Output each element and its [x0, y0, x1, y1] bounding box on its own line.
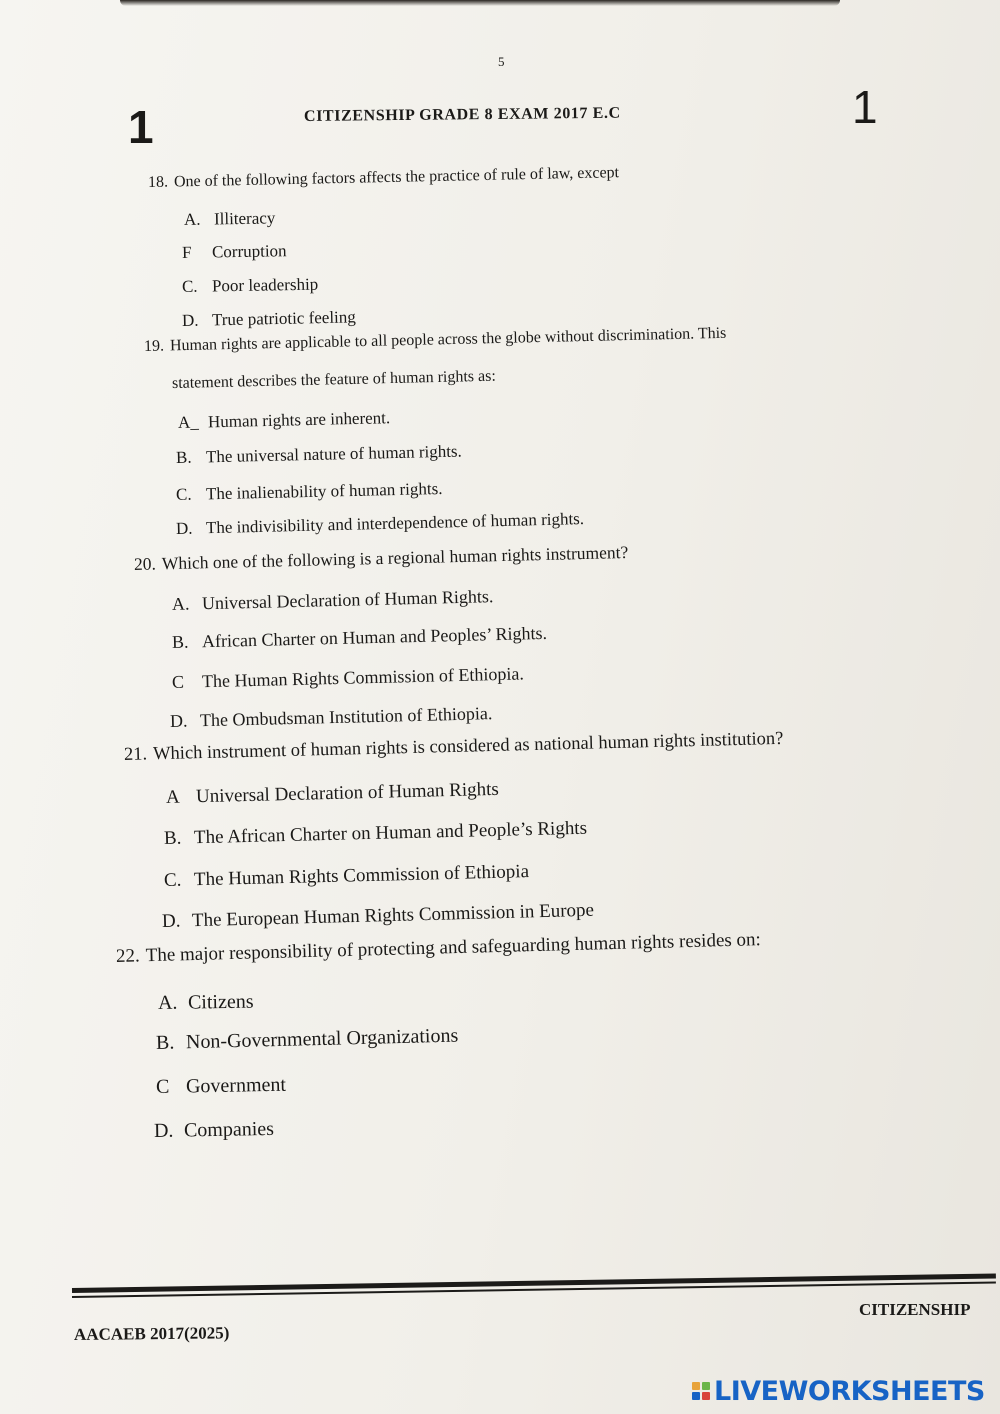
option-22-c[interactable]	[156, 1074, 286, 1099]
option-text: True patriotic feeling	[211, 307, 356, 330]
option-18-d[interactable]	[182, 307, 356, 331]
option-letter: A.	[183, 209, 201, 229]
option-20-a[interactable]	[172, 586, 494, 615]
option-22-d[interactable]	[154, 1118, 274, 1143]
option-19-c[interactable]	[176, 479, 443, 505]
option-text: African Charter on Human and Peoples’ Rights.	[201, 622, 548, 652]
option-text: The African Charter on Human and People’s Rights	[193, 817, 588, 849]
question-number: 21.	[123, 744, 148, 765]
option-19-a[interactable]	[178, 408, 391, 433]
corner-mark-right: 1	[852, 81, 878, 133]
option-22-b[interactable]	[156, 1025, 459, 1055]
option-19-d[interactable]	[176, 509, 585, 539]
question-number: 18.	[147, 173, 169, 191]
option-letter: A.	[171, 593, 190, 614]
option-text: The inalienability of human rights.	[205, 478, 443, 504]
page-number: 5	[498, 54, 505, 69]
option-letter: A	[165, 786, 180, 808]
question-text: Which one of the following is a regional human rights instrument?	[161, 541, 629, 574]
option-text: The indivisibility and interdependence of human rights.	[205, 509, 585, 538]
option-letter: D.	[175, 518, 193, 538]
option-21-a[interactable]	[166, 779, 499, 809]
question-text: One of the following factors affects the practice of rule of law, except	[173, 164, 620, 191]
option-text: Citizens	[187, 990, 254, 1014]
watermark-text: LIVEWORKSHEETS	[714, 1375, 985, 1407]
option-21-d[interactable]	[162, 900, 595, 933]
liveworksheets-logo-icon	[692, 1382, 710, 1400]
option-letter: F	[181, 242, 192, 262]
option-22-a[interactable]	[158, 991, 254, 1015]
option-text: Companies	[183, 1117, 275, 1142]
option-20-d[interactable]	[170, 703, 493, 732]
option-19-b[interactable]	[176, 442, 462, 468]
option-letter: C.	[163, 869, 182, 891]
option-letter: B.	[155, 1031, 175, 1054]
question-22	[116, 929, 761, 968]
question-number: 20.	[133, 553, 157, 574]
option-text: The Ombudsman Institution of Ethiopia.	[199, 703, 493, 731]
option-21-b[interactable]	[164, 818, 588, 850]
footer-exam-board: AACAEB 2017(2025)	[73, 1323, 230, 1344]
option-text: The Human Rights Commission of Ethiopia.	[201, 663, 525, 692]
option-letter: C.	[175, 484, 192, 504]
option-letter: C	[155, 1075, 170, 1098]
question-text: Which instrument of human rights is considered as national human rights institution?	[152, 728, 784, 765]
option-letter: B.	[171, 631, 189, 652]
footer-subject: CITIZENSHIP	[859, 1300, 971, 1319]
option-text: The Human Rights Commission of Ethiopia	[193, 861, 530, 891]
option-letter: A_	[177, 412, 199, 432]
option-21-c[interactable]	[164, 861, 530, 892]
question-number: 22.	[115, 945, 141, 967]
option-18-a[interactable]	[184, 208, 276, 230]
page-top-shadow	[120, 0, 840, 6]
option-18-b[interactable]	[182, 241, 287, 263]
option-text: Corruption	[211, 241, 287, 262]
option-text: The universal nature of human rights.	[205, 441, 463, 467]
option-letter: D.	[181, 310, 199, 330]
question-18	[148, 164, 619, 192]
option-text: Universal Declaration of Human Rights	[195, 778, 500, 808]
option-text: Human rights are inherent.	[207, 408, 391, 432]
question-text-continued: statement describes the feature of human rights as:	[171, 367, 496, 392]
option-letter: D.	[153, 1119, 174, 1142]
option-20-b[interactable]	[172, 623, 547, 653]
option-letter: C.	[181, 276, 198, 296]
question-20	[134, 542, 629, 575]
exam-title: CITIZENSHIP GRADE 8 EXAM 2017 E.C	[303, 104, 621, 125]
option-text: Government	[185, 1073, 287, 1098]
option-20-c[interactable]	[172, 663, 524, 693]
liveworksheets-watermark	[692, 1376, 985, 1406]
option-letter: A.	[157, 991, 178, 1014]
option-letter: D.	[161, 910, 181, 932]
option-letter: D.	[169, 710, 188, 731]
option-text: The European Human Rights Commission in Europe	[191, 899, 595, 932]
question-19-line-2	[172, 368, 496, 393]
question-number: 19.	[143, 337, 165, 355]
question-text: Human rights are applicable to all people across the globe without discrimination. This	[169, 324, 727, 355]
option-text: Poor leadership	[211, 274, 319, 296]
option-text: Universal Declaration of Human Rights.	[201, 586, 494, 614]
option-18-c[interactable]	[182, 275, 319, 297]
option-text: Non-Governmental Organizations	[185, 1024, 459, 1054]
option-text: Illiteracy	[213, 208, 276, 229]
corner-mark-left: 1	[128, 101, 154, 153]
question-text: The major responsibility of protecting and safeguarding human rights resides on:	[145, 929, 762, 967]
option-letter: B.	[163, 827, 182, 849]
option-letter: B.	[175, 447, 192, 467]
question-21	[124, 729, 784, 766]
option-letter: C	[171, 671, 185, 692]
